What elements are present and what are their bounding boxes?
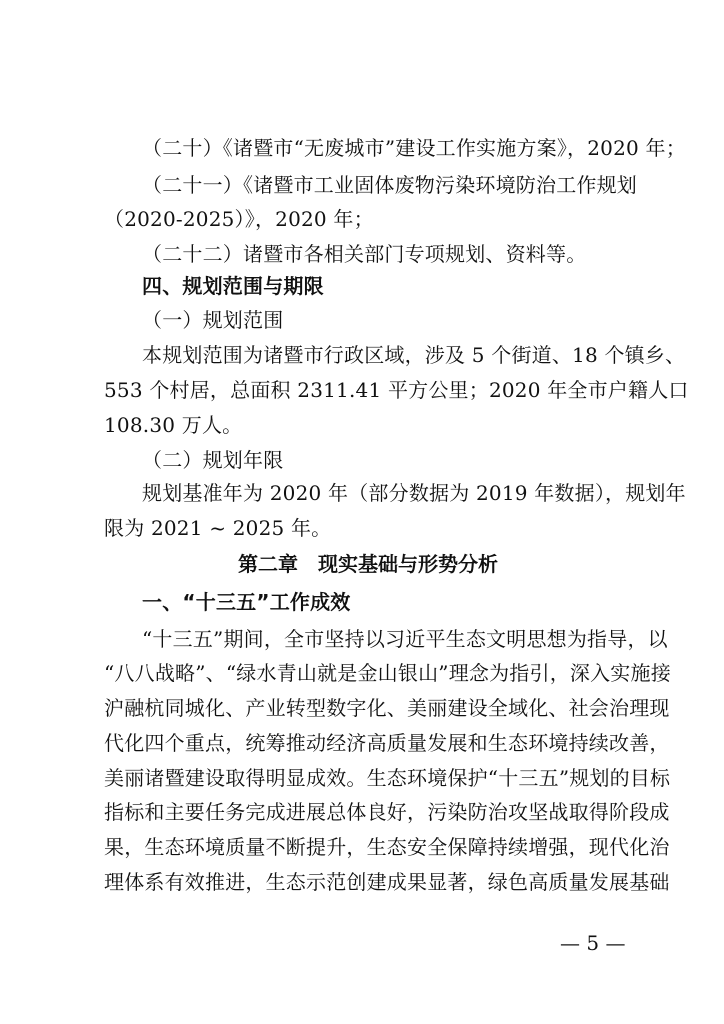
planning-scope-subheading: （一）规划范围 — [142, 308, 284, 332]
planning-period-text-line: 限为 2021 ~ 2025 年。 — [104, 516, 332, 540]
page-number: — 5 — — [560, 931, 626, 955]
body-paragraph-line: 指标和主要任务完成进展总体良好，污染防治攻坚战取得阶段成 — [104, 800, 670, 824]
body-paragraph-line: 沪融杭同城化、产业转型数字化、美丽建设全域化、社会治理现 — [104, 696, 670, 720]
reference-item-22: （二十二）诸暨市各相关部门专项规划、资料等。 — [142, 242, 587, 266]
planning-period-text-line: 规划基准年为 2020 年（部分数据为 2019 年数据），规划年 — [142, 481, 686, 505]
reference-item-21: （二十一）《诸暨市工业固体废物污染环境防治工作规划 — [142, 173, 637, 197]
section-one-heading: 一、“十三五”工作成效 — [142, 590, 351, 614]
body-paragraph-line: “八八战略”、“绿水青山就是金山银山”理念为指引，深入实施接 — [104, 661, 671, 685]
body-paragraph-line: 美丽诸暨建设取得明显成效。生态环境保护“十三五”规划的目标 — [104, 766, 671, 790]
reference-item-21-continued: （2020-2025）》，2020 年； — [104, 207, 374, 231]
planning-scope-text-line: 本规划范围为诸暨市行政区域，涉及 5 个街道、18 个镇乡、 — [142, 343, 686, 367]
section-four-heading: 四、规划范围与期限 — [142, 274, 324, 298]
chapter-title: 第二章 现实基础与形势分析 — [238, 552, 498, 576]
planning-period-subheading: （二）规划年限 — [142, 448, 284, 472]
body-paragraph-line: 代化四个重点，统筹推动经济高质量发展和生态环境持续改善， — [104, 731, 670, 755]
planning-scope-text-line: 553 个村居，总面积 2311.41 平方公里；2020 年全市户籍人口 — [104, 378, 689, 402]
body-paragraph-line: 果，生态环境质量不断提升，生态安全保障持续增强，现代化治 — [104, 835, 670, 859]
reference-item-20: （二十）《诸暨市“无废城市”建设工作实施方案》，2020 年； — [142, 136, 686, 160]
body-paragraph-line: 理体系有效推进，生态示范创建成果显著，绿色高质量发展基础 — [104, 870, 670, 894]
body-paragraph-line: “十三五”期间，全市坚持以习近平生态文明思想为指导，以 — [142, 627, 668, 651]
planning-scope-text-line: 108.30 万人。 — [104, 413, 243, 437]
